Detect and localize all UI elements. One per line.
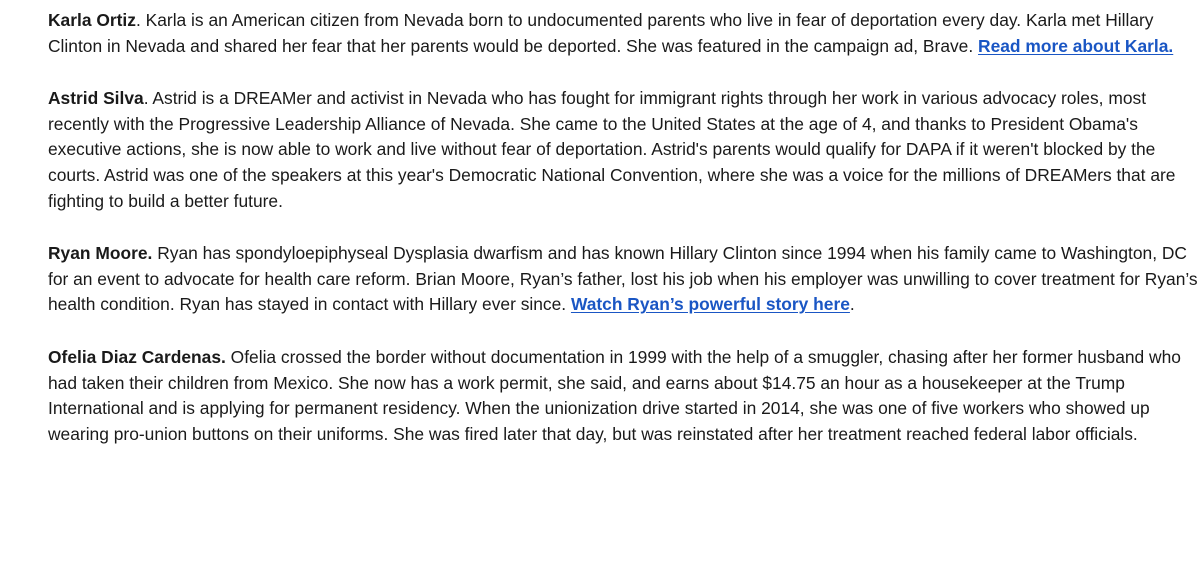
- bio-name: Ryan Moore.: [48, 243, 153, 264]
- bio-text: Karla is an American citizen from Nevada born to undocumented parents who live in fear of deportation every day. Karla met Hillary Clinton in Nevada and shared her fear that her parents would be deported. She was featured in the campaign ad, Brave.: [48, 10, 1154, 56]
- watch-ryan-story-link[interactable]: Watch Ryan’s powerful story here: [570, 294, 850, 315]
- bio-text: Ryan has spondyloepiphyseal Dysplasia dwarfism and has known Hillary Clinton since 1994 when his family came to Washington, DC for an event to advocate for health care reform. Brian Moore, Ryan’s father, lost his job when his employer was unwilling to cover treatment for Ryan’s health condition. Ryan has stayed in contact with Hillary ever since.: [48, 243, 1198, 315]
- bio-name: Ofelia Diaz Cardenas.: [48, 346, 226, 367]
- bio-astrid-silva: [48, 86, 1200, 214]
- read-more-karla-link[interactable]: Read more about Karla.: [978, 35, 1174, 56]
- bio-name: Karla Ortiz: [48, 10, 136, 30]
- bio-karla-ortiz: [48, 8, 1200, 59]
- bio-name-suffix: .: [143, 88, 149, 109]
- bio-ofelia-diaz-cardenas: [48, 345, 1200, 447]
- bio-after-link: .: [849, 294, 855, 315]
- bio-ryan-moore: [48, 241, 1200, 318]
- bio-name: Astrid Silva: [48, 88, 144, 109]
- bio-text: Astrid is a DREAMer and activist in Nevada who has fought for immigrant rights through her work in various advocacy roles, most recently with the Progressive Leadership Alliance of Nevada. She came to the United States at the age of 4, and thanks to President Obama's executive actions, she is now able to work and live without fear of deportation. Astrid's parents would qualify for DAPA if it weren't blocked by the courts. Astrid was one of the speakers at this year's Democratic National Convention, where she was a voice for the millions of DREAMers that are fighting to build a better future.: [48, 88, 1176, 211]
- bio-name-suffix: .: [135, 10, 141, 30]
- bio-text: Ofelia crossed the border without documentation in 1999 with the help of a smuggler, chasing after her former husband who had taken their children from Mexico. She now has a work permit, she said, and earns about $14.75 an hour as a housekeeper at the Trump International and is applying for permanent residency. When the unionization drive started in 2014, she was one of five workers who showed up wearing pro-union buttons on their uniforms. She was fired later that day, but was reinstated after her treatment reached federal labor officials.: [48, 346, 1181, 444]
